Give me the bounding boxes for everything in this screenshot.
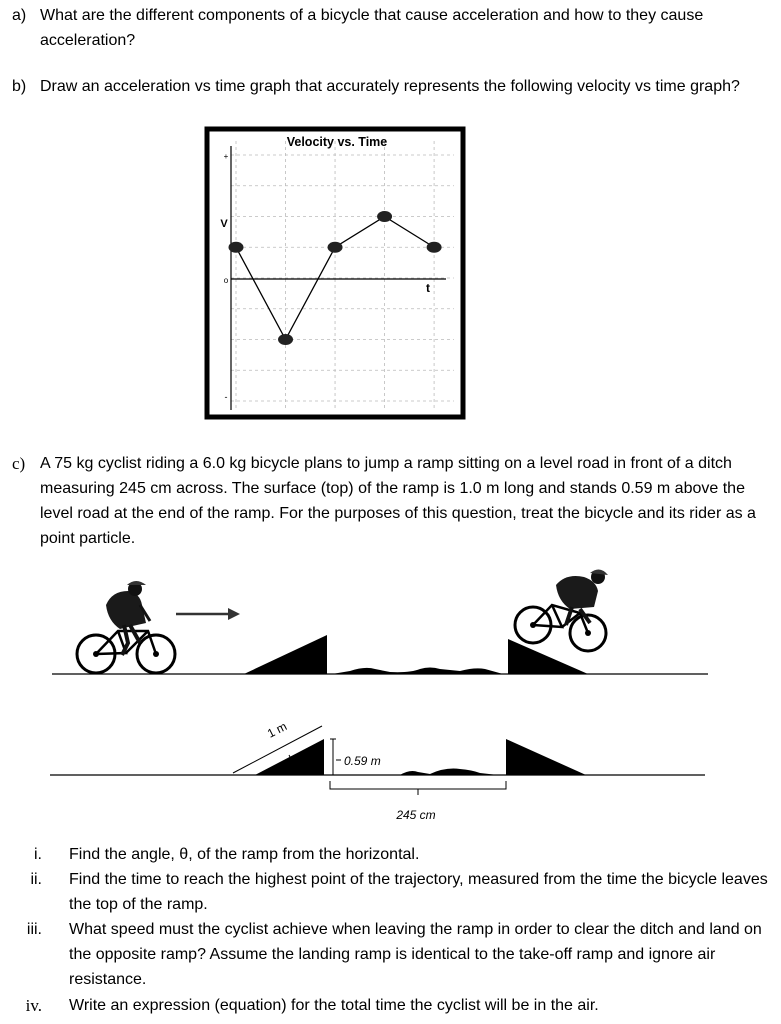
ramp-length-label: 1 m xyxy=(265,719,290,741)
diagram-landing-ramp xyxy=(506,739,586,775)
question-b-text: Draw an acceleration vs time graph that accurately represents the following velocity vs time graph? xyxy=(40,78,740,95)
ditch-width-label: 245 cm xyxy=(396,808,436,822)
question-a-label: a) xyxy=(12,7,27,24)
ditch-ground xyxy=(332,668,503,675)
subquestion-i-text: Find the angle, θ, of the ramp from the horizontal. xyxy=(69,846,420,863)
angle-label: θ xyxy=(296,756,303,770)
direction-arrow xyxy=(176,608,240,620)
velocity-point xyxy=(278,334,293,345)
question-c xyxy=(12,451,772,551)
cyclist-left-image xyxy=(77,581,175,673)
velocity-point xyxy=(427,242,442,253)
subquestion-ii-label: ii. xyxy=(30,871,42,888)
question-a-text: What are the different components of a bicycle that cause acceleration and how to they cause acceleration? xyxy=(40,7,704,49)
subquestion-iv-text: Write an expression (equation) for the total time the cyclist will be in the air. xyxy=(69,997,599,1014)
takeoff-ramp xyxy=(244,635,327,674)
ditch-width-bracket xyxy=(330,781,506,789)
velocity-time-chart xyxy=(204,126,466,420)
subquestion-ii xyxy=(12,867,772,917)
velocity-point xyxy=(377,211,392,222)
subquestion-iii xyxy=(12,917,772,992)
subquestion-iii-label: iii. xyxy=(26,921,42,938)
y-axis-label: V xyxy=(220,218,228,230)
subquestion-iv-label: iv. xyxy=(25,996,42,1015)
ramp-diagram xyxy=(0,715,781,830)
cyclist-right-image xyxy=(515,569,608,651)
height-label: 0.59 m xyxy=(344,754,381,768)
chart-title: Velocity vs. Time xyxy=(286,135,388,149)
velocity-point xyxy=(229,242,244,253)
landing-ramp xyxy=(508,639,588,674)
diagram-ditch-ground xyxy=(400,769,498,775)
subquestion-i-label: i. xyxy=(34,846,42,863)
subquestion-iii-text: What speed must the cyclist achieve when leaving the ramp in order to clear the ditch and land on the opposite ramp? Assume the landing ramp is identical to the take-off ramp and ignore air resistance. xyxy=(69,921,762,988)
y-tick-zero: o xyxy=(223,276,229,285)
subquestion-i xyxy=(12,842,772,867)
subquestion-iv xyxy=(12,993,772,1018)
question-b xyxy=(12,74,772,99)
question-b-label: b) xyxy=(12,78,27,95)
cyclist-scene xyxy=(0,565,781,690)
question-c-text: A 75 kg cyclist riding a 6.0 kg bicycle plans to jump a ramp sitting on a level road in front of a ditch measuring 245 cm across. The surface (top) of the ramp is 1.0 m long and stands 0.59 m above the level road at the end of the ramp. For the purposes of this question, treat the bicycle and its rider as a point particle. xyxy=(40,455,756,547)
question-c-label: c) xyxy=(12,454,26,473)
x-axis-label: t xyxy=(426,281,430,295)
subquestion-ii-text: Find the time to reach the highest point of the trajectory, measured from the time the bicycle leaves the top of the ramp. xyxy=(69,871,768,913)
velocity-point xyxy=(328,242,343,253)
y-tick-plus: + xyxy=(223,152,229,161)
y-tick-minus: - xyxy=(224,392,228,402)
question-a xyxy=(12,3,772,53)
